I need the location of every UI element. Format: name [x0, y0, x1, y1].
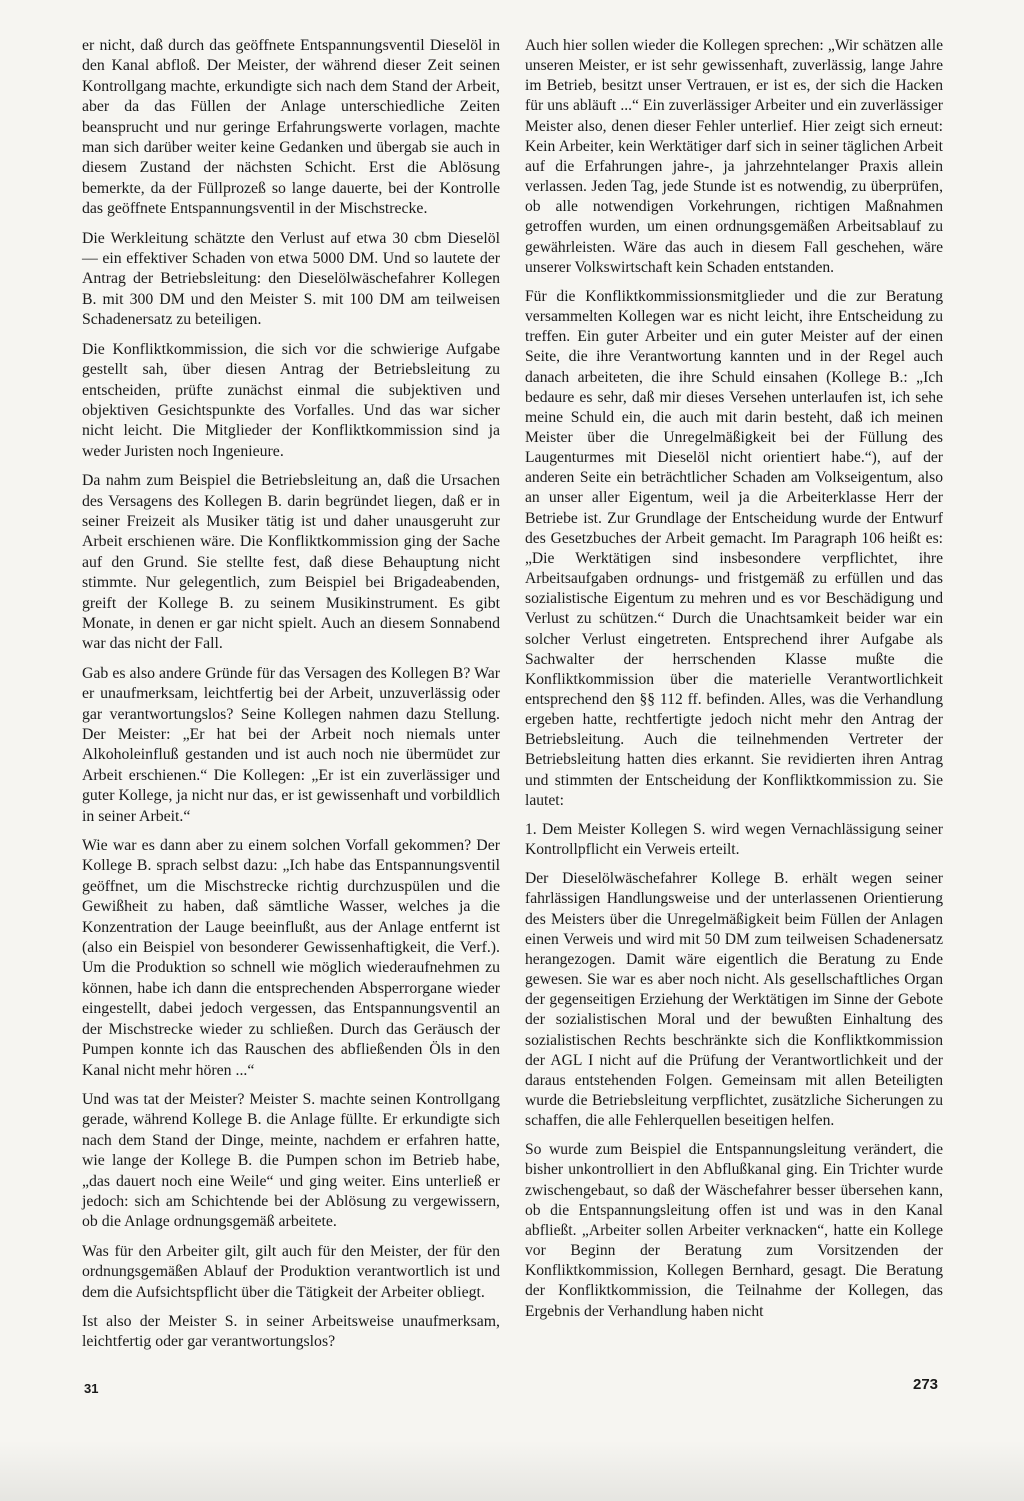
paragraph: Was für den Arbeiter gilt, gilt auch für den Meister, der für den ordnungsgemäßen Ablauf der Produktion verantwortlich ist und dem die Aufsichtspflicht über die Tätigkeit der Arbeiter obliegt.: [82, 1242, 500, 1301]
paragraph: Gab es also andere Gründe für das Versagen des Kollegen B? War er unaufmerksam, leichtfertig bei der Arbeit, unzuverlässig oder gar verantwortungslos? Seine Kollegen nahmen dazu Stellung. Der Meister: „Er hat bei der Arbeit noch niemals unter Alkoholeinfluß gestanden und ist auch noch nie übermüdet zur Arbeit erschienen.“ Die Kollegen: „Er ist ein zuverlässiger und guter Kollege, ja nicht nur das, er ist gewissenhaft und vorbildlich in seiner Arbeit.“: [82, 664, 500, 825]
paragraph: Auch hier sollen wieder die Kollegen sprechen: „Wir schätzen alle unseren Meister, er ist sehr gewissenhaft, zuverlässig, lange Jahre im Betrieb, besitzt unser Vertrauen, er ist es, der sich die Hacken für uns abläuft ...“ Ein zuverlässiger Arbeiter und ein zuverlässiger Meister also, denen dieser Fehler unterlief. Hier zeigt sich erneut: Kein Arbeiter, kein Werktätiger darf sich in seiner täglichen Arbeit auf die Erfahrungen jahre-, ja jahrzehntelanger Praxis allein verlassen. Jeden Tag, jede Stunde ist es notwendig, zu überprüfen, ob alle notwendigen Vorkehrungen, richtigen Maßnahmen getroffen wurden, um einen ordnungsgemäßen Arbeitsablauf zu gewährleisten. Wäre das auch in diesem Fall geschehen, wäre unserer Volkswirtschaft kein Schaden entstanden.: [525, 37, 943, 276]
paragraph: Der Dieselölwäschefahrer Kollege B. erhält wegen seiner fahrlässigen Handlungsweise und der unterlassenen Orientierung des Meisters über die Unregelmäßigkeit beim Füllen der Anlagen einen Verweis und wird mit 50 DM zum teilweisen Schadenersatz herangezogen. Damit wäre eigentlich die Beratung zu Ende gewesen. Sie war es aber noch nicht. Als gesellschaftliches Organ der gegenseitigen Erziehung der Werktätigen im Sinne der Gebote der sozialistischen Moral und der bewußten Einhaltung des sozialistischen Rechts beschränkte sich die Konfliktkommission der AGL I nicht auf die Prüfung der Verantwortlichkeit und der daraus entstehenden Folgen. Gemeinsam mit allen Beteiligten wurde die Betriebsleitung verpflichtet, zusätzliche Sicherungen zu schaffen, die alle Fehlerquellen beseitigen helfen.: [525, 870, 943, 1130]
page-number-right: 273: [913, 1376, 939, 1393]
scan-edge-shading: [0, 1441, 1024, 1501]
paragraph: Und was tat der Meister? Meister S. machte seinen Kontrollgang gerade, während Kollege B. die Anlage füllte. Er erkundigte sich nach dem Stand der Dinge, meinte, nachdem er erfahren hatte, wie lange der Kollege B. die Pumpen schon im Betrieb habe, „das dauert noch eine Weile“ und ging weiter. Eins unterließ er jedoch: sich am Schichtende bei der Ablösung zu vergewissern, ob die Anlage ordnungsgemäß arbeitete.: [82, 1090, 500, 1231]
page-number-left: 31: [84, 1381, 99, 1396]
paragraph: So wurde zum Beispiel die Entspannungsleitung verändert, die bisher unkontrolliert in den Abflußkanal ging. Ein Trichter wurde zwischengebaut, so daß der Wäschefahrer besser übersehen kann, ob die Entspannungsleitung offen ist und was in den Kanal abfließt. „Arbeiter sollen Arbeiter verknacken“, hatte ein Kollege vor Beginn der Beratung zum Vorsitzenden der Konfliktkommission, Kollegen Bernhard, gesagt. Die Beratung der Konfliktkommission, die Teilnahme der Kollegen, das Ergebnis der Verhandlung haben nicht: [525, 1141, 943, 1320]
paragraph: er nicht, daß durch das geöffnete Entspannungsventil Dieselöl in den Kanal abfloß. Der Meister, der während dieser Zeit seinen Kontrollgang machte, erkundigte sich nach dem Stand der Arbeit, aber da das Füllen der Anlage unterschiedliche Zeiten beansprucht und nur geringe Erfahrungswerte vorlagen, machte man sich darüber weiter keine Gedanken und übergab sie auch in diesem Zustand der nächsten Schicht. Erst die Ablösung bemerkte, da der Füllprozeß so lange dauerte, bei der Kontrolle das geöffnete Entspannungsventil in der Mischstrecke.: [82, 37, 500, 218]
paragraph: 1. Dem Meister Kollegen S. wird wegen Vernachlässigung seiner Kontrollpflicht ein Verweis erteilt.: [525, 820, 943, 859]
paragraph: Ist also der Meister S. in seiner Arbeitsweise unaufmerksam, leichtfertig oder gar verantwortungslos?: [82, 1312, 500, 1351]
paragraph: Wie war es dann aber zu einem solchen Vorfall gekommen? Der Kollege B. sprach selbst dazu: „Ich habe das Entspannungsventil geöffnet, um die Mischstrecke richtig durchzuspülen und die Gewißheit zu haben, daß sämtliche Wasser, welches ja die Konzentration der Lauge beeinflußt, aus der Anlage entfernt ist (also ein Beispiel von besonderer Gewissenhaftigkeit, die Verf.). Um die Produktion so schnell wie möglich wiederaufnehmen zu können, habe ich dann die entsprechenden Absperrorgane wieder eingestellt, dabei jedoch vergessen, das Entspannungsventil an der Mischstrecke wieder zu schließen. Durch das Geräusch der Pumpen konnte ich das Rauschen des abfließenden Öls in den Kanal nicht mehr hören ...“: [82, 837, 500, 1079]
paragraph: Für die Konfliktkommissionsmitglieder und die zur Beratung versammelten Kollegen war es nicht leicht, ihre Entscheidung zu treffen. Ein guter Arbeiter und ein guter Meister auf der einen Seite, die ihre Verantwortung kannten und in der Regel auch danach arbeiteten, die ihre Schuld einsahen (Kollege B.: „Ich bedaure es sehr, daß mir dieses Versehen unterlaufen ist, ich sehe meine Schuld ein, die auch mit darin besteht, daß ich meinen Meister über die Unregelmäßigkeit bei der Füllung des Laugenturmes mit Dieselöl nicht orientiert habe.“), auf der anderen Seite ein beträchtlicher Schaden am Volkseigentum, also an unser aller Eigentum, weil ja die Arbeiterklasse Herr der Betriebe ist. Zur Grundlage der Entscheidung wurde der Entwurf des Gesetzbuches der Arbeit gemacht. Im Paragraph 106 heißt es: „Die Werktätigen sind insbesondere verpflichtet, ihre Arbeitsaufgaben ordnungs- und fristgemäß zu erfüllen und das sozialistische Eigentum zu mehren und es vor Beschädigung und Verlust zu schützen.“ Durch die Unachtsamkeit beider war ein solcher Verlust eingetreten. Entsprechend ihrer Aufgabe als Sachwalter der herrschenden Klasse mußte die Konfliktkommission über die materielle Verantwortlichkeit entsprechend den §§ 112 ff. befinden. Alles, was die Verhandlung ergeben hatte, rechtfertigte jedoch nicht mehr den Antrag der Betriebsleitung. Auch die teilnehmenden Vertreter der Betriebsleitung hatten dies erkannt. Sie revidierten ihren Antrag und stimmten der Entscheidung der Konfliktkommission zu. Sie lautet:: [525, 287, 943, 809]
right-column: [525, 36, 943, 1331]
paragraph: Die Konfliktkommission, die sich vor die schwierige Aufgabe gestellt sah, über diesen Antrag der Betriebsleitung zu entscheiden, prüfte zunächst einmal die subjektiven und objektiven Gesichtspunkte des Vorfalles. Und das war sicher nicht leicht. Die Mitglieder der Konfliktkommission sind ja weder Juristen noch Ingenieure.: [82, 340, 500, 460]
left-column: [82, 36, 500, 1362]
paragraph: Da nahm zum Beispiel die Betriebsleitung an, daß die Ursachen des Versagens des Kollegen B. darin begründet liegen, daß er in seiner Freizeit als Musiker tätig ist und daher unausgeruht zur Arbeit erschienen wäre. Die Konfliktkommission ging der Sache auf den Grund. Sie stellte fest, daß diese Behauptung nicht stimmte. Nur gelegentlich, zum Beispiel bei Brigadeabenden, greift der Kollege B. zu seinem Musikinstrument. Es gibt Monate, in denen er gar nicht spielt. Auch an diesem Sonnabend war das nicht der Fall.: [82, 472, 500, 653]
paragraph: Die Werkleitung schätzte den Verlust auf etwa 30 cbm Dieselöl — ein effektiver Schaden von etwa 5000 DM. Und so lautete der Antrag der Betriebsleitung: den Dieselölwäschefahrer Kollegen B. mit 300 DM und den Meister S. mit 100 DM am teilweisen Schadenersatz zu beteiligen.: [82, 229, 500, 329]
